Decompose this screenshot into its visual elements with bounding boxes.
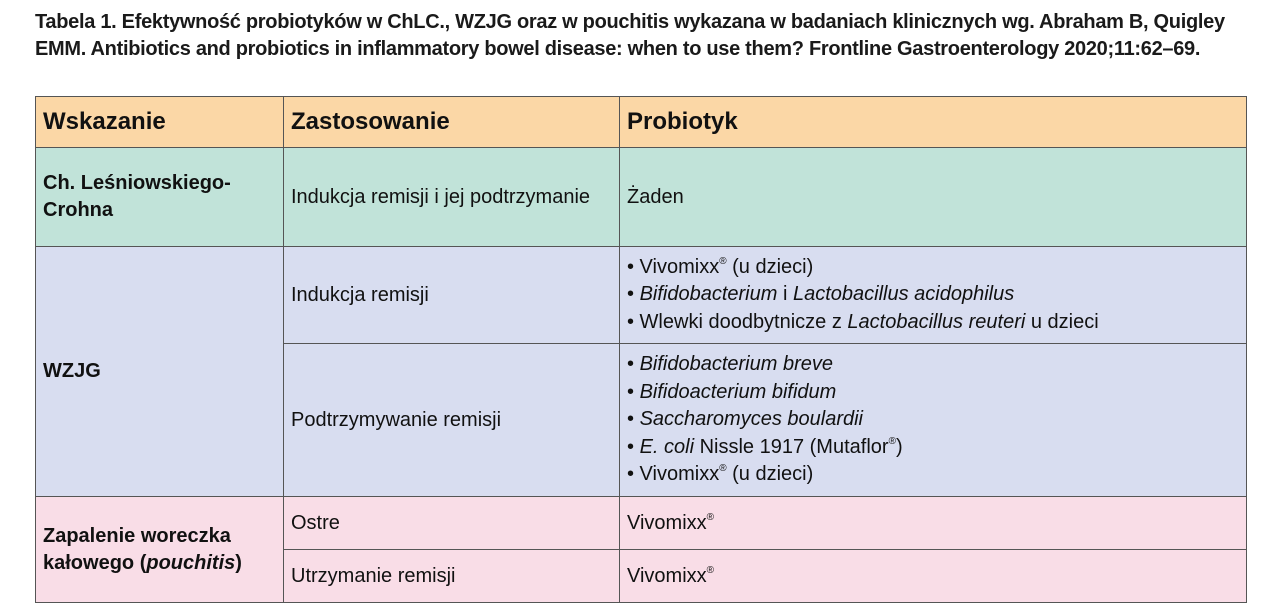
cell-probiotic-wzjg-induction: [620, 247, 1247, 344]
cell-indication-wzjg: WZJG: [36, 247, 284, 497]
list-item: • Vivomixx® (u dzieci): [627, 463, 814, 486]
probiotics-table: [35, 96, 1247, 603]
cell-indication-pouchitis: Zapalenie woreczka kałowego (pouchitis): [36, 497, 284, 603]
cell-application-wzjg-induction: Indukcja remisji: [284, 247, 620, 344]
list-item: • Bifidobacterium i Lactobacillus acidophilus: [627, 283, 1015, 306]
cell-application-pouchitis-acute: Ostre: [284, 497, 620, 550]
header-application: Zastosowanie: [284, 97, 620, 148]
header-probiotic: Probiotyk: [620, 97, 1247, 148]
cell-probiotic-pouchitis-maintenance: Vivomixx®: [620, 550, 1247, 603]
cell-probiotic-crohn: Żaden: [620, 148, 1247, 247]
header-indication: Wskazanie: [36, 97, 284, 148]
table-caption: Tabela 1. Efektywność probiotyków w ChLC., WZJG oraz w pouchitis wykazana w badaniach klinicznych wg. Abraham B, Quigley EMM. Antibiotics and probiotics in inflammatory bowel disease: when to use them? Frontline Gastroenterology 2020;11:62–69.: [35, 11, 1225, 60]
list-item: • E. coli Nissle 1917 (Mutaflor®): [627, 435, 903, 458]
list-item: • Vivomixx® (u dzieci): [627, 255, 814, 278]
table-row-pouchitis-acute: [36, 497, 1247, 550]
cell-indication-crohn: Ch. Leśniowskiego-Crohna: [36, 148, 284, 247]
list-item: • Wlewki doodbytnicze z Lactobacillus reuteri u dzieci: [627, 310, 1099, 333]
table-row-wzjg-induction: [36, 247, 1247, 344]
list-item: • Bifidoacterium bifidum: [627, 380, 837, 403]
table-header-row: [36, 97, 1247, 148]
table-row-crohn: [36, 148, 1247, 247]
list-item: • Saccharomyces boulardii: [627, 408, 863, 431]
cell-probiotic-wzjg-maintenance: [620, 344, 1247, 497]
cell-application-pouchitis-maintenance: Utrzymanie remisji: [284, 550, 620, 603]
cell-application-crohn: Indukcja remisji i jej podtrzymanie: [284, 148, 620, 247]
cell-application-wzjg-maintenance: Podtrzymywanie remisji: [284, 344, 620, 497]
list-item: • Bifidobacterium breve: [627, 353, 833, 376]
cell-probiotic-pouchitis-acute: Vivomixx®: [620, 497, 1247, 550]
